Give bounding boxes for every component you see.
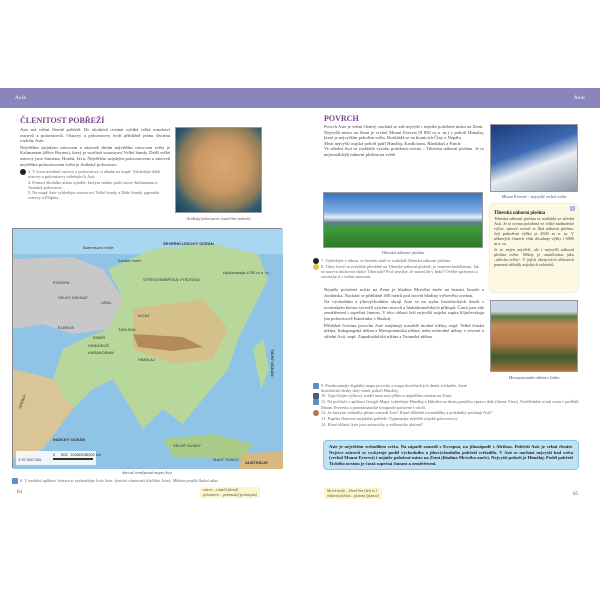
mesopotamia-photo — [490, 300, 578, 372]
tasks-group-b — [313, 383, 583, 428]
arabian-peninsula-photo — [175, 127, 262, 213]
map-label: EVROPA — [53, 280, 70, 285]
svg-text:1000: 1000 — [70, 452, 79, 457]
map-label: ŤAN-ŠAN — [118, 327, 136, 332]
task-item: 5. Na mapě Asie vyhledejte souostroví Velké Sundy a Malé Sundy, japonské ostrovy a Filipíny. — [20, 190, 170, 200]
section-title-surface: POVRCH — [324, 114, 359, 123]
task-item: 6. V mobilní aplikaci Seterra si vyzkoušejte kvíz Asie: fyzické vlastnosti (tlačítko Asie). Můžete použít školní atlas. — [12, 478, 292, 484]
surface-text — [324, 124, 484, 158]
surface-text-2: Nejníže položené místo na Zemi je hladina Mrtvého moře na hranici Izraele a Jordánska. Nachází se přibližně 400 metrů pod úrovní hladiny světového oceánu. Na východním a jihovýchodním okraji Asie se na styku litosférických desek s oceánským kterou vytvořil systém ostrovů a hlubokomořských příkopů. Častá jsou zde zemětřesení i sopečná činnost. V této oblasti leží nejvyšší asijská sopka Ključevskaja (na poloostrově Kamčatka v Rusku). Přibližně čtvrtinu povrchu Asie zaujímají rozsáhlé úrodné nížiny, např. Velká čínská nížina, Indogangská nížina a Mezopotamská nížina, nebo neúrodné nížiny v severní a střední Asii, např. Západosibiřská nížina a Turanská nížina. — [324, 287, 484, 339]
task-item: 12. Se kterými světadíly přímo sousedí Asie? Které důležité rovnoběžky a poledníky protínají Asii? — [313, 410, 583, 416]
star-icon — [20, 169, 26, 175]
map-label: Ključevskaja 4750 m n. m. — [223, 270, 270, 275]
svg-text:0: 0 — [53, 452, 56, 457]
photo-caption: Mezopotamská nížina v Iráku — [508, 375, 560, 380]
info-box-title: Tibetská náhorní plošina — [494, 211, 546, 216]
header-left: Asie — [15, 95, 27, 101]
lightbulb-icon — [313, 264, 319, 270]
map-label: ELBRUS — [58, 325, 75, 330]
task-item: 14. Které oblasti Asie jsou seizmicky a vulkanicky aktivní? — [313, 422, 583, 428]
task-item: 10. Vypočítejte výškový rozdíl mezi nejvyšším a nejnižším místem na Zemi. — [313, 393, 583, 399]
map-label: HINDÚKUŠ — [88, 343, 109, 348]
asia-map[interactable] — [12, 228, 282, 468]
map-label: MALÉ SUNDY — [213, 457, 240, 462]
map-label: KARAKORAM — [88, 350, 114, 355]
info-badge: i — [571, 206, 573, 211]
globe-icon — [313, 410, 319, 416]
header-right: Asie — [573, 95, 585, 101]
map-label: AUSTRÁLIE — [245, 460, 268, 465]
map-scale: 1:70 000 000 — [18, 457, 42, 462]
photo-caption: Tibetská náhorní plošina — [381, 250, 425, 255]
map-label: Barentsovo moře — [83, 245, 114, 250]
page-number: 65 — [573, 492, 578, 497]
task-item: 8. Tibet, který se rozkládá převážně na Tibetské náhorní plošině, je centrem buddhismu. Jak se nazývá duchovní vůdce Tibeťanů? Proč myslíte, že musel žít v Indii? Ověřte správnost a srovnejte ji s vaším názorem. — [313, 264, 483, 280]
tasks-group-a — [313, 258, 483, 280]
summary-box: Asie je největším světadílem světa. Na západě sousedí s Evropou, na jihozápadě s Afrikou. Pobřeží Asie je velmi členité. Nejvíce ostrovů se vyskytuje podél východního a jihovýchodního pobřeží světadílu. V Asii se nachází nejvyšší bod světa (vrchol Mount Everest) i nejníže položené místo na Zemi (hladina Mrtvého moře). Nejvyšší pohoří je Himálaj. Podél pobřeží Tichého oceánu je častá sopečná činnost a zemětřesení. — [323, 440, 579, 470]
svg-text:1500: 1500 — [78, 452, 87, 457]
map-label: ALTAJ — [138, 313, 150, 318]
map-label: Karské moře — [118, 258, 141, 263]
map-label: HIMÁLAJ — [138, 357, 155, 362]
map-label: TICHÝ OCEÁN — [270, 349, 275, 377]
spacer-icon — [20, 190, 26, 196]
page-number: 64 — [17, 490, 22, 495]
paragraph: Asie má velmi členité pobřeží. Do okolních oceánů vybíhá velké množství ostrovů a poloostrovů. Ostrovy a poloostrovy tvoří přibližně jednu čtvrtinu rozlohy Asie. — [20, 127, 170, 144]
paragraph: Nejvyšší místo na Zemi je vrchol Mount Everest (8 850 m n. m.) v pohoří Himálaj, které je nejvyšším pohořím světa. Rozkládá se na hranicích Číny a Nepálu. — [324, 129, 484, 141]
glossary: ostrov – island [ailend] poloostrov – peninsula [pi:ninsjula] — [200, 487, 260, 498]
map-label: VELKÝ KAVKAZ — [58, 295, 88, 300]
photo-caption: Mount Everest – nejvyšší vrchol světa — [501, 194, 567, 199]
map-label: AFRIKA — [17, 394, 27, 410]
task-item: 4. Pomocí školního atlasu zjistěte, kterým státům patří ostrov Kalimantan a Arabský poloostrov. — [20, 180, 170, 190]
coastline-text — [20, 127, 170, 200]
tibetan-plateau-photo — [323, 192, 483, 248]
paragraph: Mezi nejvyšší asijská pohoří patří Himálaj, Karákóram, Hindúkuš a Pamír. — [324, 140, 462, 146]
map-label: INDICKÝ OCEÁN — [53, 437, 86, 442]
map-label: STŘEDOSIBIŘSKÁ VYSOČINA — [143, 277, 200, 282]
map-label: PAMÍR — [93, 335, 106, 340]
computer-icon — [313, 399, 319, 405]
tablet-icon — [12, 478, 18, 484]
map-caption: obecně zeměpisná mapa Asie — [121, 470, 173, 475]
spacer-icon — [313, 422, 319, 428]
glossary: Mrtvé moře – Dead Sea [ded si:] náhorní plošina – plateau [plætəu] — [324, 488, 382, 499]
task-item: 9. Prozkoumejte digitální mapu povrchu a mapu litosférických desek a řekněte, které litosférické desky daly vznik pohoří Himálaj. — [313, 383, 483, 393]
header-band — [0, 88, 600, 108]
computer-icon — [313, 383, 319, 389]
paragraph: Ve střední Asii se rozkládá vysoko položená rovina – Tibetská náhorní plošina. Je to nejrozsáhlejší náhorní plošina na světě. — [324, 146, 484, 157]
svg-text:500: 500 — [61, 452, 68, 457]
task-item: 13. Popište členitost asijského pobřeží. Vyjmenujte největší asijské poloostrovy. — [313, 416, 583, 422]
paragraph: Největším asijským ostrovem a zároveň třetím největším ostrovem světa je Kalimantan (dříve Borneo), který je součástí souostroví Velké Sundy. Další velké ostrovy jsou Sumatra, Honšú, Jáva. Největším asijským poloostrovem a zároveň největším poloostrovem světa je Arabský poloostrov. — [20, 144, 170, 167]
section-title-coastline: ČLENITOST POBŘEŽÍ — [20, 116, 105, 125]
task-item: 7. Vyhledejte v atlasu, ve kterém státě se rozkládá Tibetská náhorní plošina. — [313, 258, 483, 264]
task-item: 11. Na počítači v aplikaci Google Mapy vyhledejte Himálaj a klikněte na ikonu panáčka vpravo dole (Street View). Prohlédněte si tak cestu v podhůří Mount Everestu a panoramatické fotografie pořízené v okolí. — [313, 399, 583, 409]
svg-text:2000 km: 2000 km — [86, 452, 102, 457]
spacer-icon — [20, 180, 26, 186]
task-item: 3. V textu uvedené ostrovy a poloostrovy si ukažte na mapě. Vyhledejte další ostrovy a poloostrovy náležející k Asii. — [20, 169, 170, 179]
paragraph: Povrch Asie je velmi členitý, nachází se zde nejvýše i nejníže položené místo na Zemi. — [324, 124, 484, 129]
photo-caption: Arabský poloostrov (satelitní snímek) — [186, 216, 251, 221]
map-label: SEVERNÍ LEDOVÝ OCEÁN — [163, 241, 214, 246]
spacer-icon — [313, 416, 319, 422]
map-label: URAL — [101, 300, 112, 305]
map-label: VELKÉ SUNDY — [173, 443, 202, 448]
info-box-tibet: i Tibetská náhorní plošina Tibetská náhorní plošina se rozkládá ve střední Asii. Je to rovina položená ve velké nadmořské výšce, takové rovině se říká náhorní plošina. Její průměrná výška je 4500 m n. m. V některých částech však dosahuje výšky i 6000 m n. m. Je to nejen největší, ale i nejvyšší náhorní plošina světa. Někdy je označována jako „střecha světa“. V jejích okrajových oblastech pramení několik asijských veletoků. — [490, 204, 578, 292]
mount-everest-photo — [490, 124, 578, 192]
